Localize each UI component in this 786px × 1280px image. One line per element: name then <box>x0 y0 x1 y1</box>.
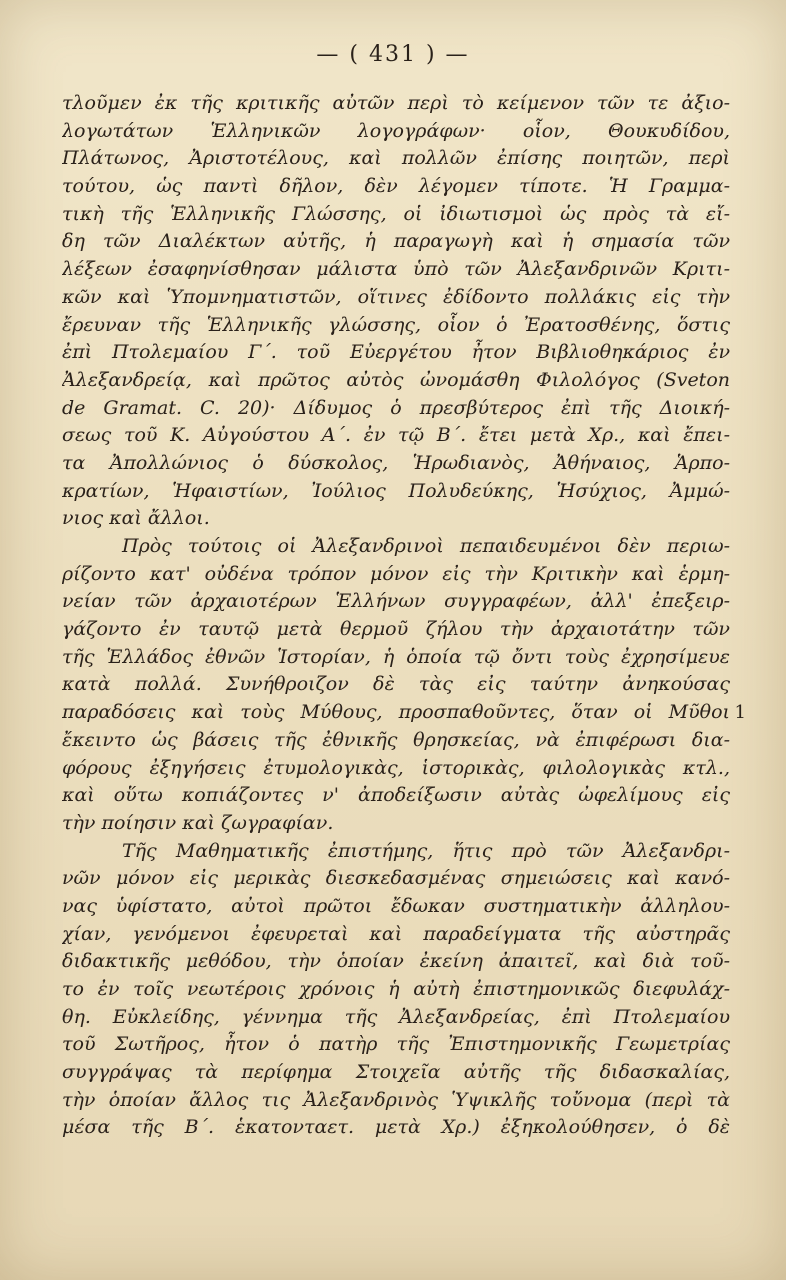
text-line: de Gramat. C. 20)· Δίδυμος ὁ πρεσβύτερος ἐπὶ τῆς Διοική- <box>62 396 730 419</box>
paragraph-3 <box>62 838 730 1143</box>
text-line: τικὴ τῆς Ἑλληνικῆς Γλώσσης, οἱ ἰδιωτισμοὶ ὡς πρὸς τὰ εἴ- <box>62 202 730 225</box>
text-line: Τῆς Μαθηματικῆς ἐπιστήμης, ἥτις πρὸ τῶν Ἀλεξανδρι- <box>122 839 730 862</box>
text-line: τλοῦμεν ἐκ τῆς κριτικῆς αὐτῶν περὶ τὸ κείμενον τῶν τε ἀξιο- <box>62 92 730 114</box>
text-line: τὴν ποίησιν καὶ ζωγραφίαν. <box>62 811 334 834</box>
text-line: κῶν καὶ Ὑπομνηματιστῶν, οἵτινες ἐδίδοντο πολλάκις εἰς τὴν <box>62 285 730 308</box>
text-line: ἔρευναν τῆς Ἑλληνικῆς γλώσσης, οἷον ὁ Ἐρατοσθένης, ὅστις <box>62 313 730 336</box>
text-line: νείαν τῶν ἀρχαιοτέρων Ἑλλήνων συγγραφέων, ἀλλ' ἐπεξειρ- <box>62 590 730 613</box>
paragraph-1 <box>62 90 730 533</box>
text-line: ἐπὶ Πτολεμαίου Γ΄. τοῦ Εὐεργέτου ἦτον Βιβλιοθηκάριος ἐν <box>62 341 730 364</box>
body-text <box>62 90 730 1142</box>
text-line: γάζοντο ἐν ταυτῷ μετὰ θερμοῦ ζήλου τὴν ἀρχαιοτάτην τῶν <box>62 618 730 641</box>
text-line: καὶ οὕτω κοπιάζοντες ν' ἀποδείξωσιν αὐτὰς ὠφελίμους εἰς <box>62 784 730 807</box>
text-line: φόρους ἐξηγήσεις ἐτυμολογικὰς, ἱστορικὰς, φιλολογικὰς κτλ., <box>62 756 730 779</box>
text-line: νιος καὶ ἄλλοι. <box>62 507 210 530</box>
text-line: σεως τοῦ Κ. Αὐγούστου Α΄. ἐν τῷ Β΄. ἔτει μετὰ Χρ., καὶ ἔπει- <box>62 424 730 447</box>
text-line: διδακτικῆς μεθόδου, τὴν ὁποίαν ἐκείνη ἀπαιτεῖ, καὶ διὰ τοῦ- <box>62 950 730 973</box>
text-line: ἔκειντο ὡς βάσεις τῆς ἐθνικῆς θρησκείας, νὰ ἐπιφέρωσι δια- <box>62 728 730 751</box>
text-line: λογωτάτων Ἑλληνικῶν λογογράφων· οἷον, Θουκυδίδου, <box>62 119 730 142</box>
text-line: ρίζοντο κατ' οὐδένα τρόπον μόνον εἰς τὴν Κριτικὴν καὶ ἑρμη- <box>62 562 730 585</box>
text-line: μέσα τῆς Β΄. ἑκατονταετ. μετὰ Χρ.) ἐξηκολούθησεν, ὁ δὲ <box>62 1116 730 1139</box>
text-line: Πρὸς τούτοις οἱ Ἀλεξανδρινοὶ πεπαιδευμένοι δὲν περιω- <box>122 535 730 557</box>
text-line: τῆς Ἑλλάδος ἐθνῶν Ἱστορίαν, ἡ ὁποία τῷ ὄντι τοὺς ἐχρησίμευε <box>62 645 730 668</box>
text-line: συγγράψας τὰ περίφημα Στοιχεῖα αὐτῆς τῆς διδασκαλίας, <box>62 1061 730 1084</box>
text-line: τούτου, ὡς παντὶ δῆλον, δὲν λέγομεν τίποτε. Ἡ Γραμμα- <box>62 175 730 198</box>
page-number-header: — ( 431 ) — <box>316 42 470 67</box>
paragraph-2 <box>62 533 730 838</box>
text-line: κατὰ πολλά. Συνήθροιζον δὲ τὰς εἰς ταύτην ἀνηκούσας <box>62 673 730 696</box>
text-line: χίαν, γενόμενοι ἐφευρεταὶ καὶ παραδείγματα τῆς αὐστηρᾶς <box>62 922 730 945</box>
text-line: τὴν ὁποίαν ἄλλος τις Ἀλεξανδρινὸς Ὑψικλῆς τοὔνομα (περὶ τὰ <box>62 1088 730 1111</box>
text-line: Ἀλεξανδρείᾳ, καὶ πρῶτος αὐτὸς ὠνομάσθη Φιλολόγος (Sveton <box>62 368 730 391</box>
text-line: Πλάτωνος, Ἀριστοτέλους, καὶ πολλῶν ἐπίσης ποιητῶν, περὶ <box>62 147 730 170</box>
margin-mark: 1 <box>734 702 746 723</box>
text-line: δη τῶν Διαλέκτων αὐτῆς, ἡ παραγωγὴ καὶ ἡ σημασία τῶν <box>62 230 730 253</box>
text-line: λέξεων ἐσαφηνίσθησαν μάλιστα ὑπὸ τῶν Ἀλεξανδρινῶν Κριτι- <box>62 258 730 281</box>
text-line: το ἐν τοῖς νεωτέροις χρόνοις ἡ αὐτὴ ἐπιστημονικῶς διεφυλάχ- <box>62 978 730 1000</box>
text-line: τα Ἀπολλώνιος ὁ δύσκολος, Ἡρωδιανὸς, Ἀθήναιος, Ἁρπο- <box>62 451 730 474</box>
text-line: παραδόσεις καὶ τοὺς Μύθους, προσπαθοῦντες, ὅταν οἱ Μῦθοι <box>62 701 730 724</box>
text-line: τοῦ Σωτῆρος, ἦτον ὁ πατὴρ τῆς Ἐπιστημονικῆς Γεωμετρίας <box>62 1033 730 1056</box>
text-line: κρατίων, Ἡφαιστίων, Ἰούλιος Πολυδεύκης, Ἡσύχιος, Ἀμμώ- <box>62 479 730 502</box>
text-line: θη. Εὐκλείδης, γέννημα τῆς Ἀλεξανδρείας, ἐπὶ Πτολεμαίου <box>62 1005 730 1028</box>
text-line: νας ὑφίστατο, αὐτοὶ πρῶτοι ἔδωκαν συστηματικὴν ἀλληλου- <box>62 894 730 917</box>
text-line: νῶν μόνον εἰς μερικὰς διεσκεδασμένας σημειώσεις καὶ κανό- <box>62 867 730 890</box>
